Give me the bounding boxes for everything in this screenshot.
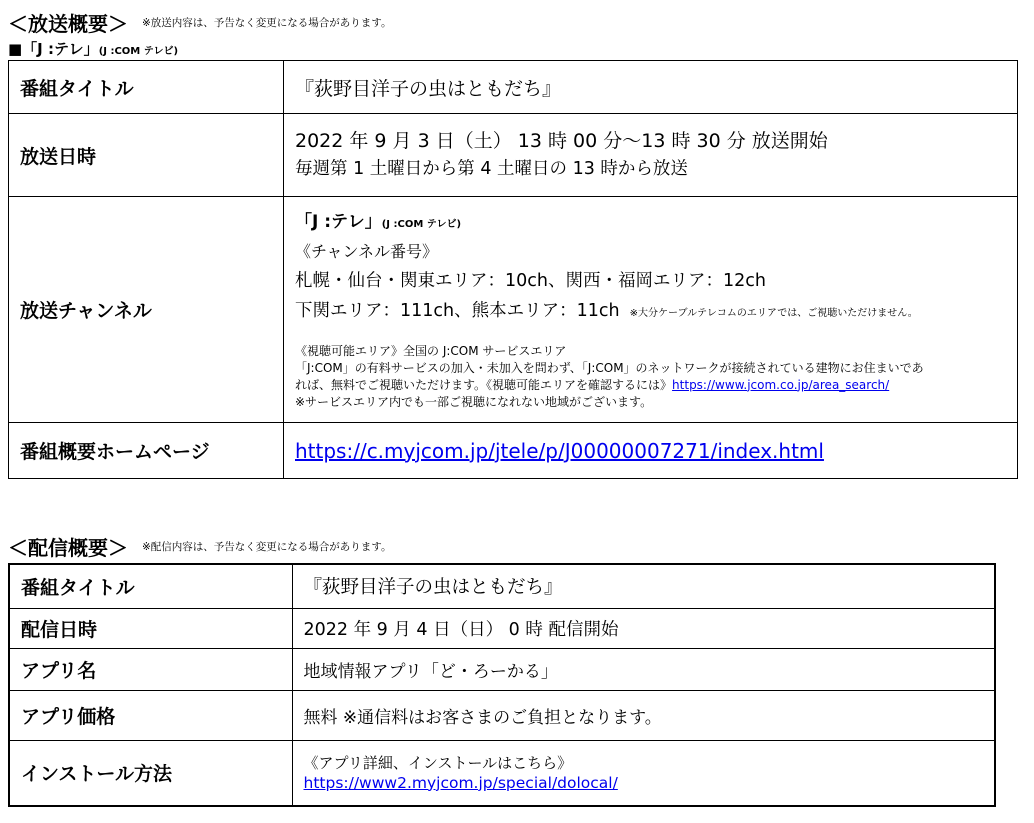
table-row — [9, 114, 1018, 197]
broadcast-datetime — [284, 114, 1018, 197]
channel-line2-text: 下関エリア：111ch、熊本エリア：11ch — [295, 300, 620, 321]
spacer — [295, 329, 1017, 343]
broadcast-heading — [8, 8, 391, 37]
channel-label-small: (J :COM テレビ) — [98, 46, 179, 57]
channel-label-main: ■「J :テレ」 — [8, 40, 99, 58]
row-label-datetime: 放送日時 — [9, 114, 284, 197]
channel-line2-note: ※大分ケーブルテレコムのエリアでは、ご視聴いただけません。 — [629, 307, 918, 319]
row-label-channel: 放送チャンネル — [9, 197, 284, 423]
channel-number-heading: 《チャンネル番号》 — [295, 241, 439, 261]
app-price: 無料 ※通信料はお客さまのご負担となります。 — [292, 690, 995, 740]
table-row — [9, 740, 995, 806]
avail-line3 — [295, 377, 1017, 394]
streaming-table — [8, 563, 996, 807]
stream-program-title: 『荻野目洋子の虫はともだち』 — [292, 564, 995, 608]
app-name: 地域情報アプリ「ど・ろーかる」 — [292, 648, 995, 690]
avail-line3-text: れば、無料でご視聴いただけます。《視聴可能エリアを確認するには》 — [295, 377, 673, 392]
broadcast-datetime-line2: 毎週第 1 土曜日から第 4 土曜日の 13 時から放送 — [295, 159, 688, 179]
broadcast-heading-title: ＜放送概要＞ — [8, 12, 128, 36]
area-search-link[interactable]: https://www.jcom.co.jp/area_search/ — [672, 377, 890, 392]
broadcast-table — [8, 60, 1018, 479]
table-row — [9, 423, 1018, 479]
channel-name — [295, 209, 1017, 238]
table-row — [9, 564, 995, 608]
broadcast-channel-label — [8, 38, 178, 59]
install-line1: 《アプリ詳細、インストールはこちら》 — [303, 753, 573, 772]
row-label-title: 番組タイトル — [9, 61, 284, 114]
row-label-price: アプリ価格 — [9, 690, 292, 740]
channel-name-main: 「J :テレ」 — [295, 211, 382, 232]
row-label-stream-datetime: 配信日時 — [9, 608, 292, 648]
row-label-app: アプリ名 — [9, 648, 292, 690]
row-label-install: インストール方法 — [9, 740, 292, 806]
table-row — [9, 61, 1018, 114]
install-info — [292, 740, 995, 806]
broadcast-heading-note: ※放送内容は、予告なく変更になる場合があります。 — [142, 17, 392, 29]
channel-line1: 札幌・仙台・関東エリア：10ch、関西・福岡エリア：12ch — [295, 270, 766, 291]
table-row — [9, 690, 995, 740]
streaming-heading-title: ＜配信概要＞ — [8, 536, 128, 560]
program-title: 『荻野目洋子の虫はともだち』 — [284, 61, 1018, 114]
row-label-stream-title: 番組タイトル — [9, 564, 292, 608]
streaming-heading-note: ※配信内容は、予告なく変更になる場合があります。 — [142, 541, 392, 553]
channel-line2 — [295, 296, 1017, 329]
table-row — [9, 648, 995, 690]
avail-line4: ※サービスエリア内でも一部ご視聴になれない地域がございます。 — [295, 394, 653, 409]
channel-name-small: (J :COM テレビ) — [381, 218, 462, 230]
table-row — [9, 197, 1018, 423]
stream-datetime: 2022 年 9 月 4 日（日） 0 時 配信開始 — [292, 608, 995, 648]
avail-line2: 「J:COM」の有料サービスの加入・未加入を問わず、「J:COM」のネットワークが接続されている建物にお住まいであ — [295, 360, 924, 375]
row-label-homepage: 番組概要ホームページ — [9, 423, 284, 479]
homepage-link[interactable]: https://c.myjcom.jp/jtele/p/J00000007271/index.html — [295, 438, 824, 463]
broadcast-datetime-line1: 2022 年 9 月 3 日（土） 13 時 00 分～13 時 30 分 放送開始 — [295, 130, 828, 152]
broadcast-channel-info — [284, 197, 1018, 423]
table-row — [9, 608, 995, 648]
homepage-cell — [284, 423, 1018, 479]
streaming-heading — [8, 532, 391, 561]
avail-line1: 《視聴可能エリア》全国の J:COM サービスエリア — [295, 343, 567, 358]
install-link[interactable]: https://www2.myjcom.jp/special/dolocal/ — [303, 773, 618, 792]
